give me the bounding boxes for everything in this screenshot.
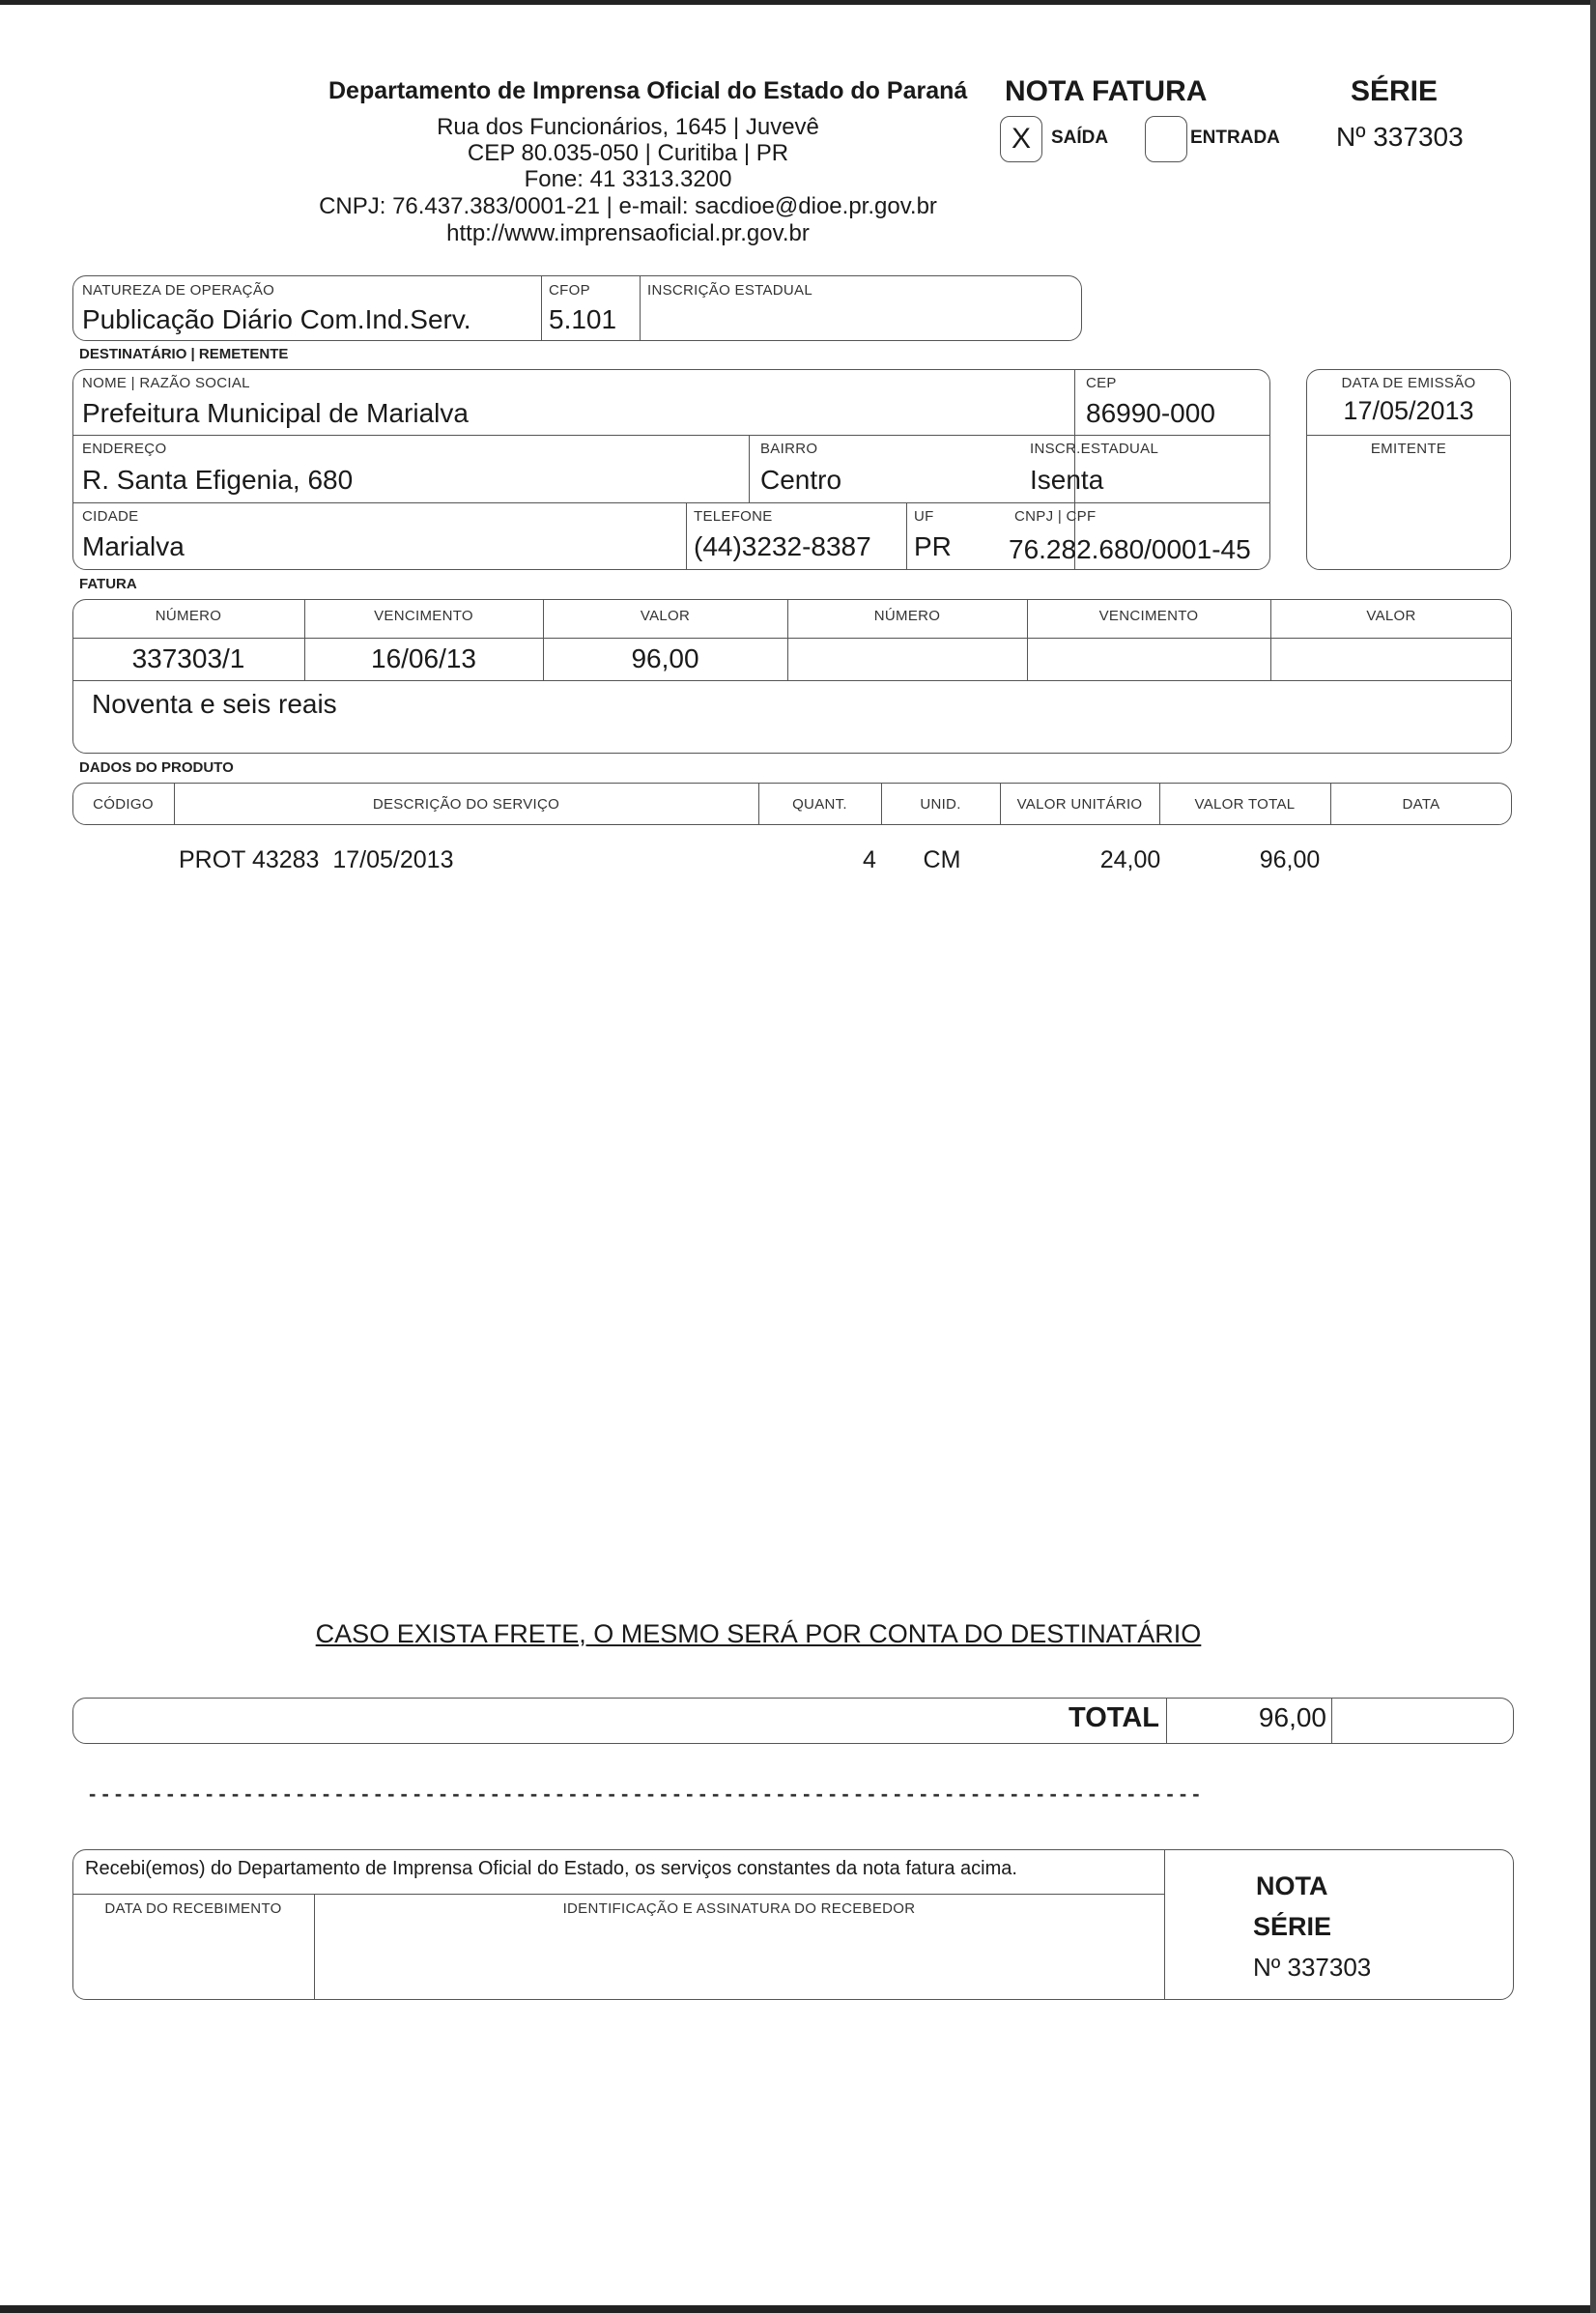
natureza-label: NATUREZA DE OPERAÇÃO [82, 282, 275, 299]
cep-label: CEP [1086, 375, 1117, 391]
recibo-text: Recebi(emos) do Departamento de Imprensa Oficial do Estado, os serviços constantes da nota fatura acima. [85, 1858, 1017, 1879]
uf-value: PR [914, 531, 952, 561]
divider [1331, 1698, 1332, 1744]
scan-top-border [0, 0, 1596, 5]
destinatario-title: DESTINATÁRIO | REMETENTE [79, 346, 289, 362]
cfop-label: CFOP [549, 282, 590, 299]
fatura-header-vencimento: VENCIMENTO [374, 608, 473, 624]
divider [72, 1894, 1164, 1895]
issuer-address: Rua dos Funcionários, 1645 | Juvevê [437, 114, 819, 140]
bairro-value: Centro [760, 465, 842, 495]
divider [72, 638, 1512, 639]
valor-por-extenso: Noventa e seis reais [92, 689, 337, 719]
cidade-value: Marialva [82, 531, 185, 561]
serie-label: SÉRIE [1351, 75, 1439, 107]
natureza-value: Publicação Diário Com.Ind.Serv. [82, 304, 471, 334]
cep-value: 86990-000 [1086, 398, 1215, 428]
endereco-value: R. Santa Efigenia, 680 [82, 465, 354, 495]
frete-note: CASO EXISTA FRETE, O MESMO SERÁ POR CONTA DO DESTINATÁRIO [315, 1619, 1202, 1648]
produto-header-valor-total: VALOR TOTAL [1194, 796, 1296, 813]
recibo-serie-label: SÉRIE [1253, 1912, 1332, 1941]
divider [1164, 1849, 1165, 2000]
produto-header-valor-unitario: VALOR UNITÁRIO [1016, 796, 1143, 813]
divider [906, 502, 907, 570]
data-emissao-label: DATA DE EMISSÃO [1341, 375, 1476, 391]
produto-header-descricao: DESCRIÇÃO DO SERVIÇO [372, 796, 560, 813]
entrada-checkbox [1145, 116, 1187, 162]
cfop-value: 5.101 [549, 304, 617, 334]
cut-line: - - - - - - - - - - - - - - - - - - - - - - - - - - - - - - - - - - - - - - - - - - - - - - - - - - - - - - - - - - - - - - - - - - - - - - - - - - - - - - - - - - - - - - [89, 1782, 1200, 1806]
fatura-valor: 96,00 [631, 643, 699, 673]
divider [749, 435, 750, 502]
data-recebimento-label: DATA DO RECEBIMENTO [104, 1900, 282, 1917]
assinatura-label: IDENTIFICAÇÃO E ASSINATURA DO RECEBEDOR [562, 1900, 916, 1917]
nome-label: NOME | RAZÃO SOCIAL [82, 375, 250, 391]
fatura-header-valor: VALOR [640, 608, 691, 624]
produto-header-data: DATA [1402, 796, 1440, 813]
inscricao-estadual-label: INSCRIÇÃO ESTADUAL [647, 282, 812, 299]
doc-number: Nº 337303 [1336, 122, 1464, 152]
fatura-title: FATURA [79, 576, 137, 592]
bairro-label: BAIRRO [760, 441, 818, 457]
nome-value: Prefeitura Municipal de Marialva [82, 398, 469, 428]
produto-descricao: PROT 43283 17/05/2013 [179, 846, 454, 873]
scan-right-border [1590, 0, 1596, 2313]
divider [1306, 435, 1511, 436]
issuer-cnpj-email: CNPJ: 76.437.383/0001-21 | e-mail: sacdioe@dioe.pr.gov.br [319, 193, 937, 219]
cnpj-cpf-label: CNPJ | CPF [1014, 508, 1097, 525]
divider [541, 275, 542, 341]
divider [72, 435, 1270, 436]
scan-bottom-border [0, 2305, 1596, 2313]
cidade-label: CIDADE [82, 508, 139, 525]
fatura-header-numero: NÚMERO [155, 608, 222, 624]
produto-header-quant: QUANT. [792, 796, 847, 813]
fatura-numero: 337303/1 [131, 643, 245, 673]
produto-header-unid: UNID. [920, 796, 961, 813]
issuer-cep-city: CEP 80.035-050 | Curitiba | PR [467, 140, 789, 166]
produto-valor-unitario: 24,00 [1099, 846, 1161, 873]
saida-label: SAÍDA [1051, 128, 1109, 148]
recibo-numero: Nº 337303 [1253, 1953, 1372, 1982]
produto-unid: CM [923, 846, 961, 873]
inscr-estadual-label: INSCR.ESTADUAL [1030, 441, 1159, 457]
uf-label: UF [914, 508, 934, 525]
issuer-name: Departamento de Imprensa Oficial do Estado do Paraná [328, 77, 968, 104]
produto-header-codigo: CÓDIGO [93, 796, 154, 813]
data-emissao-value: 17/05/2013 [1343, 396, 1474, 425]
endereco-label: ENDEREÇO [82, 441, 167, 457]
inscr-estadual-value: Isenta [1030, 465, 1104, 495]
fatura-header-valor-2: VALOR [1366, 608, 1416, 624]
issuer-website: http://www.imprensaoficial.pr.gov.br [446, 220, 810, 246]
telefone-value: (44)3232-8387 [694, 531, 871, 561]
divider [640, 275, 641, 341]
fatura-header-vencimento-2: VENCIMENTO [1098, 608, 1199, 624]
produto-quant: 4 [863, 846, 876, 873]
cnpj-cpf-value: 76.282.680/0001-45 [1009, 534, 1251, 564]
emitente-label: EMITENTE [1370, 441, 1447, 457]
total-value: 96,00 [1258, 1702, 1326, 1732]
total-label: TOTAL [1069, 1702, 1159, 1733]
produto-title: DADOS DO PRODUTO [79, 759, 234, 776]
fatura-header-numero-2: NÚMERO [873, 608, 941, 624]
saida-checkbox: X [1000, 116, 1042, 162]
recibo-nota-label: NOTA [1256, 1871, 1328, 1900]
telefone-label: TELEFONE [694, 508, 773, 525]
divider [72, 502, 1270, 503]
produto-valor-total: 96,00 [1259, 846, 1321, 873]
divider [72, 680, 1512, 681]
entrada-label: ENTRADA [1190, 128, 1280, 148]
issuer-phone: Fone: 41 3313.3200 [524, 166, 732, 192]
divider [686, 502, 687, 570]
doc-title: NOTA FATURA [1005, 75, 1208, 107]
fatura-vencimento: 16/06/13 [371, 643, 476, 673]
